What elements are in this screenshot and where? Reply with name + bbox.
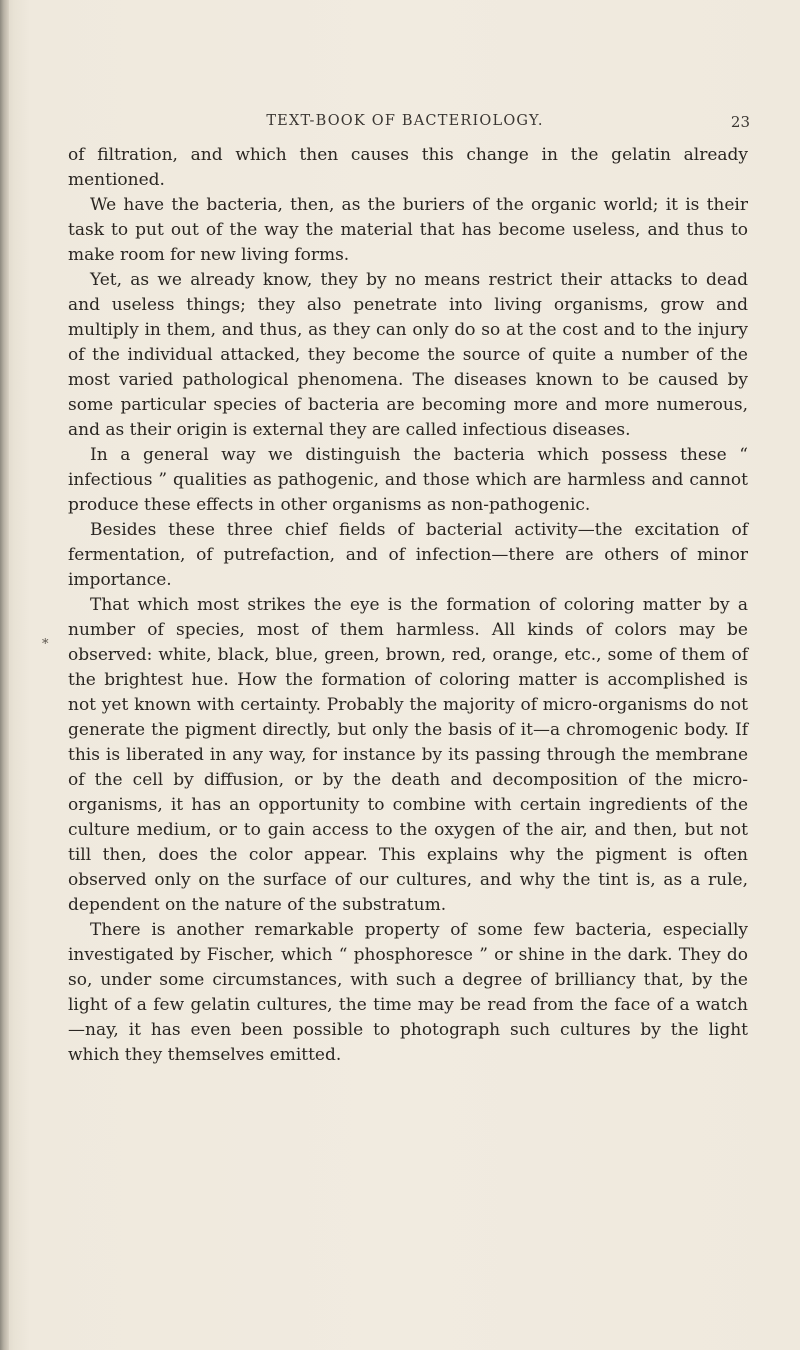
running-head-title: TEXT-BOOK OF BACTERIOLOGY. [266, 113, 544, 129]
paragraph: Yet, as we already know, they by no means restrict their attacks to dead and useless things; they also penetrate into living organisms, grow and multiply in them, and thus, as they can only do so at the cost and to the injury of the individual attacked, they become the source of quite a number of the most varied pathological phenomena. The diseases known to be caused by some particular species of bacteria are becoming more and more numerous, and as their origin is external they are called infectious diseases. [68, 270, 748, 440]
paragraph: In a general way we distinguish the bacteria which possess these “ infectious ” qualities as pathogenic, and those which are harmless and cannot produce these effects in other organisms as non-pathogenic. [68, 445, 748, 515]
page-number: 23 [730, 113, 750, 131]
paragraph: There is another remarkable property of some few bacteria, especially investigated by Fischer, which “ phosphoresce ” or shine in the dark. They do so, under some circumstances, with such a degree of brilliancy that, by the light of a few gelatin cultures, the time may be read from the face of a watch—nay, it has even been possible to photograph such cultures by the light which they themselves emitted. [68, 920, 748, 1065]
paragraph: That which most strikes the eye is the formation of coloring matter by a number of species, most of them harmless. All kinds of colors may be observed: white, black, blue, green, brown, red, orange, etc., some of them of the brightest hue. How the formation of coloring matter is accomplished is not yet known with certainty. Probably the majority of micro-organisms do not generate the pigment directly, but only the basis of it—a chromogenic body. If this is liberated in any way, for instance by its passing through the membrane of the cell by diffusion, or by the death and decomposition of the micro-organisms, it has an opportunity to combine with certain ingredients of the culture medium, or to gain access to the oxygen of the air, and then, but not till then, does the color appear. This explains why the pigment is often observed only on the surface of our cultures, and why the tint is, as a rule, dependent on the nature of the substratum. [68, 595, 748, 915]
paragraph-continued: of filtration, and which then causes this change in the gelatin already mentioned. [68, 145, 748, 190]
margin-mark: * [42, 637, 49, 652]
body-text [68, 143, 748, 1068]
binding-gutter [0, 0, 9, 1350]
paragraph: Besides these three chief fields of bacterial activity—the excitation of fermentation, of putrefaction, and of infection—there are others of minor importance. [68, 520, 748, 590]
paragraph: We have the bacteria, then, as the buriers of the organic world; it is their task to put out of the way the material that has become useless, and thus to make room for new living forms. [68, 195, 748, 265]
running-head [60, 113, 750, 137]
